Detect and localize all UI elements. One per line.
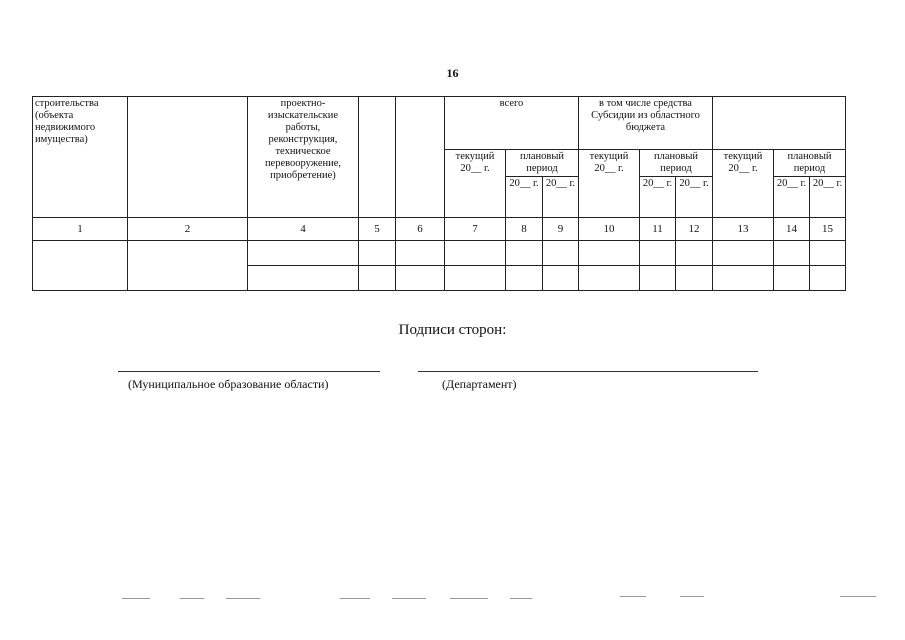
header-empty-5 <box>359 97 396 218</box>
header-year: 20__ г. <box>543 177 579 218</box>
table-cell <box>579 241 640 266</box>
scan-mark <box>122 598 150 599</box>
header-subsidy: в том числе средства Субсидии из областного бюджета <box>579 97 713 150</box>
table-cell <box>810 241 846 266</box>
column-number-row <box>33 218 846 241</box>
table-cell <box>128 241 248 291</box>
header-planned-1: плановый период <box>506 150 579 177</box>
column-number: 9 <box>543 218 579 241</box>
header-empty-group <box>713 97 846 150</box>
table-cell <box>713 241 774 266</box>
table-cell <box>506 266 543 291</box>
column-number: 8 <box>506 218 543 241</box>
table-cell <box>445 241 506 266</box>
column-number: 2 <box>128 218 248 241</box>
table-cell <box>543 266 579 291</box>
table-cell <box>640 241 676 266</box>
scan-mark <box>620 596 646 597</box>
column-number: 10 <box>579 218 640 241</box>
table-cell <box>359 241 396 266</box>
signature-line-left <box>118 371 380 372</box>
table-cell <box>506 241 543 266</box>
table-cell <box>579 266 640 291</box>
column-number: 5 <box>359 218 396 241</box>
table-cell <box>676 241 713 266</box>
header-year: 20__ г. <box>676 177 713 218</box>
header-current-2: текущий 20__ г. <box>579 150 640 218</box>
table-cell <box>640 266 676 291</box>
header-year: 20__ г. <box>506 177 543 218</box>
table-cell <box>248 241 359 266</box>
header-empty-6 <box>396 97 445 218</box>
column-number: 14 <box>774 218 810 241</box>
table-cell <box>33 241 128 291</box>
page-number: 16 <box>446 66 459 80</box>
table-cell <box>543 241 579 266</box>
table-cell <box>774 266 810 291</box>
column-number: 13 <box>713 218 774 241</box>
scan-mark <box>510 598 532 599</box>
signature-caption-left: (Муниципальное образование области) <box>128 377 329 391</box>
header-current-1: текущий 20__ г. <box>445 150 506 218</box>
column-number: 15 <box>810 218 846 241</box>
column-number: 12 <box>676 218 713 241</box>
scan-mark <box>180 598 204 599</box>
scan-mark <box>680 596 704 597</box>
column-number: 1 <box>33 218 128 241</box>
table-cell <box>676 266 713 291</box>
signature-line-right <box>418 371 758 372</box>
header-works: проектно-изыскательские работы, реконструкция, техническое перевооружение, приобретение) <box>248 97 359 218</box>
column-number: 11 <box>640 218 676 241</box>
scan-mark <box>392 598 426 599</box>
table-cell <box>359 266 396 291</box>
header-object: строительства (объекта недвижимого имущества) <box>33 97 128 218</box>
header-current-3: текущий 20__ г. <box>713 150 774 218</box>
signatures-title: Подписи сторон: <box>398 322 507 338</box>
scan-mark <box>226 598 260 599</box>
header-planned-3: плановый период <box>774 150 846 177</box>
table-cell <box>396 266 445 291</box>
table-row <box>33 241 846 266</box>
header-planned-2: плановый период <box>640 150 713 177</box>
table-cell <box>713 266 774 291</box>
header-year: 20__ г. <box>774 177 810 218</box>
header-year: 20__ г. <box>640 177 676 218</box>
table-cell <box>774 241 810 266</box>
scan-mark <box>840 596 876 597</box>
budget-table <box>32 96 846 291</box>
table-cell <box>248 266 359 291</box>
scan-mark <box>450 598 488 599</box>
table-cell <box>396 241 445 266</box>
column-number: 4 <box>248 218 359 241</box>
column-number: 6 <box>396 218 445 241</box>
column-number: 7 <box>445 218 506 241</box>
scan-mark <box>340 598 370 599</box>
table-cell <box>810 266 846 291</box>
table-cell <box>445 266 506 291</box>
header-empty-2 <box>128 97 248 218</box>
signature-caption-right: (Департамент) <box>442 377 517 391</box>
header-year: 20__ г. <box>810 177 846 218</box>
header-total: всего <box>445 97 579 150</box>
